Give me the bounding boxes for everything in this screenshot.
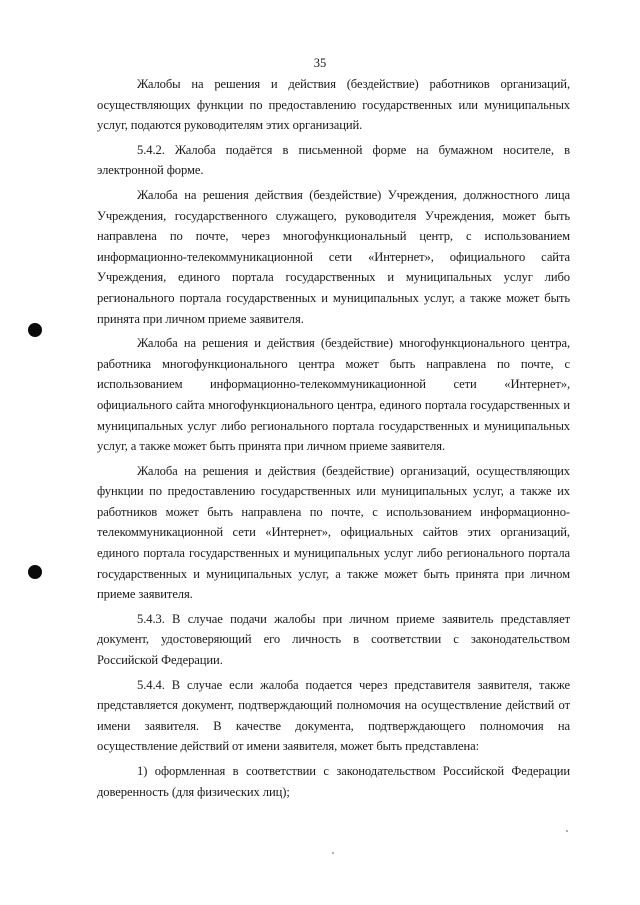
paragraph-item-1: 1) оформленная в соответствии с законодательством Российской Федерации доверенность (для физических лиц); bbox=[97, 764, 570, 799]
paragraph-5-4-4: 5.4.4. В случае если жалоба подается через представителя заявителя, также представляется документ, подтверждающий полномочия на осуществление действий от имени заявителя. В качестве документа, подтверждающего полномочия на осуществление действий от имени заявителя, может быть представлена: bbox=[97, 677, 570, 754]
paragraph-5-4-2: 5.4.2. Жалоба подаётся в письменной форме на бумажном носителе, в электронной форме. bbox=[97, 142, 570, 178]
paragraph-complaint-organizations: Жалоба на решения и действия (бездействие) организаций, осуществляющих функции по предоставлению государственных или муниципальных услуг, а также их работников может быть направлена по почте, с использованием информационно-телекоммуникационной сети «Интернет», официальных сайтов этих организаций, единого портала государственных и муниципальных услуг либо регионального портала государственных и муниципальных услуг, а также может быть принята при личном приеме заявителя. bbox=[97, 463, 570, 602]
paragraph-5-4-3: 5.4.3. В случае подачи жалобы при личном приеме заявитель представляет документ, удостоверяющий его личность в соответствии с законодательством Российской Федерации. bbox=[97, 611, 570, 668]
page-number: 35 bbox=[313, 56, 327, 70]
document-body bbox=[97, 74, 570, 806]
paragraph-complaints-organizations-workers: Жалобы на решения и действия (бездействие) работников организаций, осуществляющих функции по предоставлению государственных или муниципальных услуг, подаются руководителям этих организаций. bbox=[97, 77, 570, 133]
punch-hole-mark bbox=[28, 323, 42, 337]
scan-speck bbox=[566, 830, 568, 832]
paragraph-complaint-institution: Жалоба на решения действия (бездействие) Учреждения, должностного лица Учреждения, государственного служащего, руководителя Учреждения, может быть направлена по почте, через многофункциональный центр, с использованием информационно-телекоммуникационной сети «Интернет», официального сайта Учреждения, единого портала государственных и муниципальных услуг либо регионального портала государственных и муниципальных услуг, а также может быть принята при личном приеме заявителя. bbox=[97, 187, 570, 326]
scan-speck bbox=[332, 852, 334, 854]
paragraph-complaint-mfc: Жалоба на решения и действия (бездействие) многофункционального центра, работника многофункционального центра может быть направлена по почте, с использованием информационно-телекоммуникационной сети «Интернет», официального сайта многофункционального центра, единого портала государственных и муниципальных услуг либо регионального портала государственных и муниципальных услуг, а также может быть принята при личном приеме заявителя. bbox=[97, 336, 570, 454]
punch-hole-mark bbox=[28, 565, 42, 579]
